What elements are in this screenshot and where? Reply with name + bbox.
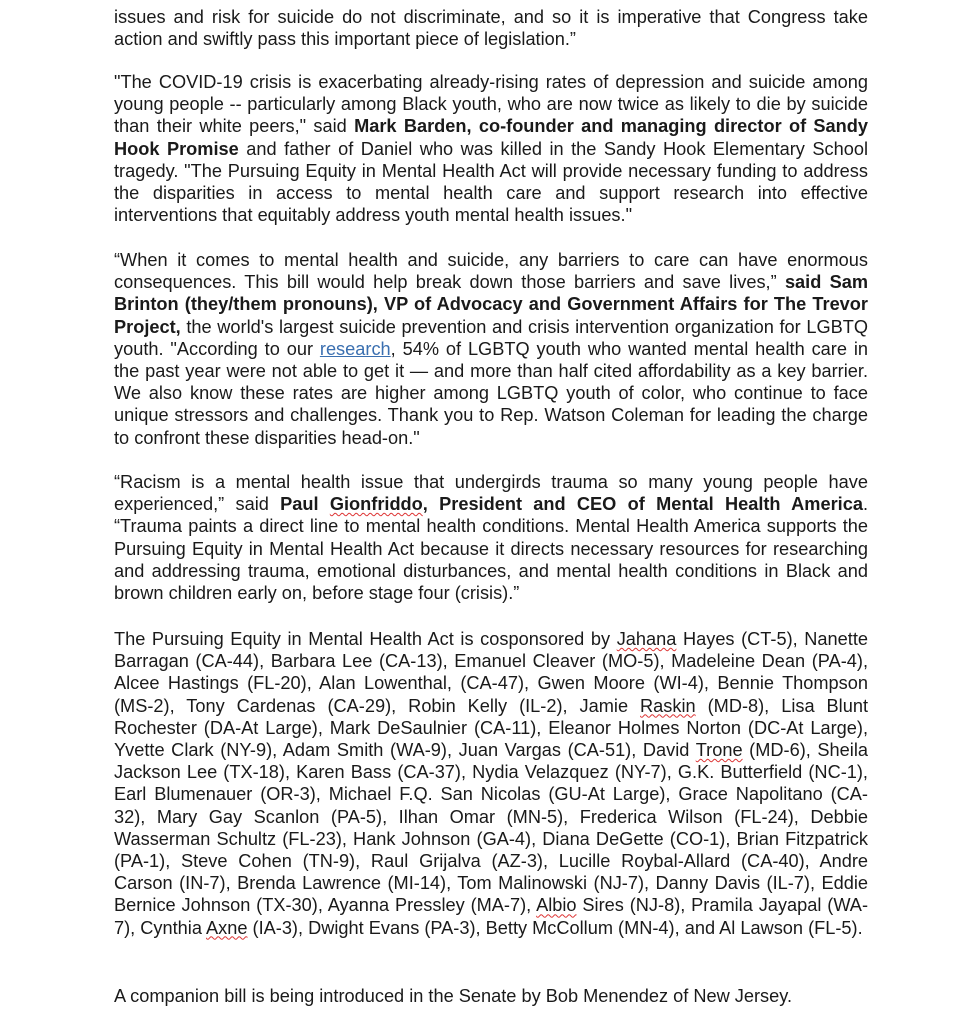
spellcheck-word: Raskin [640, 695, 696, 716]
spellcheck-word: Albio [536, 895, 577, 916]
speaker-name-brinton: said Sam Brinton (they/them pronouns), VP of Advocacy and Government Affairs for The Trevor Project, [114, 272, 869, 337]
spellcheck-word: Jahana [616, 629, 677, 649]
paul-gionfriddo-quote-paragraph: “Racism is a mental health issue that undergirds trauma so many young people have experienced,” said Paul Gionfriddo, President and CEO of Mental Health America. “Trauma paints a direct line to mental health conditions. Mental Health America supports the Pursuing Equity in Mental Health Act because it directs necessary resources for researching and addressing trauma, emotional disturbances, and mental health conditions in Black and brown children early on, before stage four (crisis).” [114, 472, 868, 604]
speaker-name-gionfriddo: Paul Gionfriddo, President and CEO of Mental Health America [280, 494, 863, 515]
spellcheck-word: Axne [206, 917, 248, 938]
sam-brinton-quote-paragraph: “When it comes to mental health and suicide, any barriers to care can have enormous consequences. This bill would help break down those barriers and save lives,” said Sam Brinton (they/them pronouns), VP of Advocacy and Government Affairs for The Trevor Project, the world's largest suicide prevention and crisis intervention organization for LGBTQ youth. "According to our research, 54% of LGBTQ youth who wanted mental health care in the past year were not able to get it — and more than half cited affordability as a key barrier. We also know these rates are higher among LGBTQ youth of color, who continue to face unique stressors and challenges. Thank you to Rep. Watson Coleman for leading the charge to confront these disparities head-on." [114, 250, 869, 448]
companion-bill-paragraph: A companion bill is being introduced in the Senate by Bob Menendez of New Jersey. [114, 986, 793, 1006]
spellcheck-word: Trone [695, 740, 743, 761]
speaker-name-barden: Mark Barden, co-founder and managing director of Sandy Hook Promise [114, 116, 869, 159]
research-link[interactable]: research [319, 338, 391, 359]
spellcheck-word: Gionfriddo [329, 494, 423, 515]
cosponsors-paragraph: The Pursuing Equity in Mental Health Act is cosponsored by Jahana Hayes (CT-5), Nanette Barragan (CA-44), Barbara Lee (CA-13), Emanuel Cleaver (MO-5), Madeleine Dean (PA-4), Alcee Hastings (FL-20), Alan Lowenthal, (CA-47), Gwen Moore (WI-4), Bennie Thompson (MS-2), Tony Cardenas (CA-29), Robin Kelly (IL-2), Jamie Raskin (MD-8), Lisa Blunt Rochester (DA-At Large), Mark DeSaulnier (CA-11), Eleanor Holmes Norton (DC-At Large), Yvette Clark (NY-9), Adam Smith (WA-9), Juan Vargas (CA-51), David Trone (MD-6), Sheila Jackson Lee (TX-18), Karen Bass (CA-37), Nydia Velazquez (NY-7), G.K. Butterfield (NC-1), Earl Blumenauer (OR-3), Michael F.Q. San Nicolas (GU-At Large), Grace Napolitano (CA-32), Mary Gay Scanlon (PA-5), Ilhan Omar (MN-5), Frederica Wilson (FL-24), Debbie Wasserman Schultz (FL-23), Hank Johnson (GA-4), Diana DeGette (CO-1), Brian Fitzpatrick (PA-1), Steve Cohen (TN-9), Raul Grijalva (AZ-3), Lucille Roybal-Allard (CA-40), Andre Carson (IN-7), Brenda Lawrence (MI-14), Tom Malinowski (NJ-7), Danny Davis (IL-7), Eddie Bernice Johnson (TX-30), Ayanna Pressley (MA-7), Albio Sires (NJ-8), Pramila Jayapal (WA-7), Cynthia Axne (IA-3), Dwight Evans (PA-3), Betty McCollum (MN-4), and Al Lawson (FL-5). [114, 629, 869, 938]
mark-barden-quote-paragraph: "The COVID-19 crisis is exacerbating already-rising rates of depression and suicide among young people -- particularly among Black youth, who are now twice as likely to die by suicide than their white peers," said Mark Barden, co-founder and managing director of Sandy Hook Promise and father of Daniel who was killed in the Sandy Hook Elementary School tragedy. "The Pursuing Equity in Mental Health Act will provide necessary funding to address the disparities in access to mental health care and support research into effective interventions that equitably address youth mental health issues." [114, 72, 869, 226]
quote-continuation-paragraph: issues and risk for suicide do not discriminate, and so it is imperative that Congress take action and swiftly pass this important piece of legislation.” [114, 7, 868, 50]
